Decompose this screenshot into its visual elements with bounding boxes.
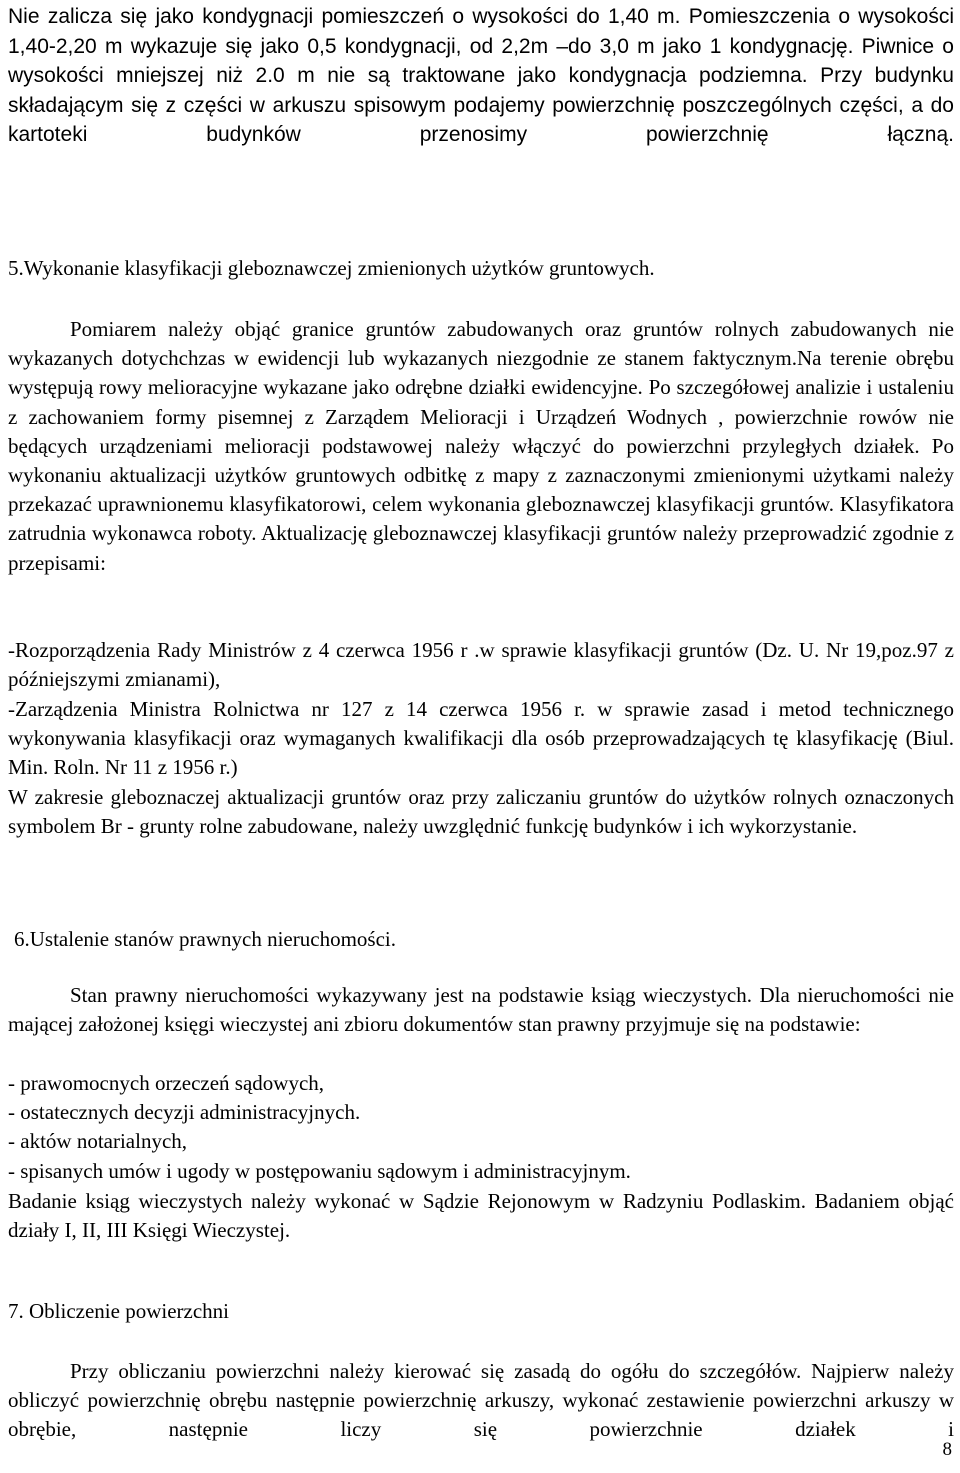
intro-text: Nie zalicza się jako kondygnacji pomieszczeń o wysokości do 1,40 m. Pomieszczenia o wysokości 1,40-2,20 m wykazuje się jako 0,5 kondygnacji, od 2,2m –do 3,0 m jako 1 kondygnację. Piwnice o wysokości mniejszej niż 2.0 m nie są traktowane jako kondygnacja podziemna. Przy budynku składającym się z części w arkuszu spisowym podajemy powierzchnię poszczególnych części, a do kartoteki budynków przenosimy powierzchnię łączną.: [8, 5, 954, 146]
page-number: 8: [942, 1439, 952, 1460]
intro-paragraph: [8, 2, 954, 150]
list-item: - ostatecznych decyzji administracyjnych.: [8, 1100, 361, 1125]
regulation-2: [8, 695, 954, 783]
section-7-text: Przy obliczaniu powierzchni należy kierować się zasadą do ogółu do szczegółów. Najpierw należy obliczyć powierzchnię obrębu następnie powierzchnię arkuszy, wykonać zestawienie powierzchni arkuszy w obrębie, następnie liczy się powierzchnie działek i: [8, 1359, 954, 1442]
section-6-text: Stan prawny nieruchomości wykazywany jest na podstawie ksiąg wieczystych. Dla nieruchomości nie mającej założonej księgi wieczystej ani zbioru dokumentów stan prawny przyjmuje się na podstawie:: [8, 983, 954, 1037]
section-6-paragraph-1: [8, 981, 954, 1039]
regulation-1: [8, 636, 954, 694]
section-5-text-2: W zakresie gleboznaczej aktualizacji gruntów oraz przy zaliczaniu gruntów do użytków rolnych oznaczonych symbolem Br - grunty rolne zabudowane, należy uwzględnić funkcję budynków i ich wykorzystanie.: [8, 785, 954, 839]
section-6-text-2: Badanie ksiąg wieczystych należy wykonać w Sądzie Rejonowym w Radzyniu Podlaskim. Badaniem objąć działy I, II, III Księgi Wieczystej.: [8, 1189, 954, 1243]
list-item: - spisanych umów i ugody w postępowaniu sądowym i administracyjnym.: [8, 1158, 631, 1183]
section-7-paragraph-1: [8, 1357, 954, 1445]
section-6-paragraph-2: [8, 1187, 954, 1245]
section-5-paragraph-2: [8, 783, 954, 841]
text-line: [8, 2, 954, 150]
regulation-1-text: -Rozporządzenia Rady Ministrów z 4 czerwca 1956 r .w sprawie klasyfikacji gruntów (Dz. U. Nr 19,poz.97 z późniejszymi zmianami),: [8, 638, 954, 692]
section-6-heading: 6.Ustalenie stanów prawnych nieruchomości.: [14, 927, 396, 951]
regulation-2-text: -Zarządzenia Ministra Rolnictwa nr 127 z 14 czerwca 1956 r. w sprawie zasad i metod technicznego wykonywania klasyfikacji oraz wymaganych kwalifikacji dla osób przeprowadzających tę klasyfikację (Biul. Min. Roln. Nr 11 z 1956 r.): [8, 697, 954, 780]
section-7-heading: 7. Obliczenie powierzchni: [8, 1299, 229, 1323]
section-5-text: Pomiarem należy objąć granice gruntów zabudowanych oraz gruntów rolnych zabudowanych nie wykazanych dotychchzas w ewidencji lub wykazanych niezgodnie ze stanem faktycznym.Na terenie obrębu występują rowy melioracyjne wykazane jako odrębne działki ewidencyjne. Po szczegółowej analizie i ustaleniu z zachowaniem formy pisemnej z Zarządem Melioracji i Urządzeń Wodnych , powierzchnie rowów nie będących urządzeniami melioracji podstawowej należy włączyć do powierzchni przyległych działek. Po wykonaniu aktualizacji użytków gruntowych odbitkę z mapy z zaznaczonymi zmienionymi użytkami należy przekazać uprawnionemu klasyfikatorowi, celem wykonania gleboznawczej klasyfikacji gruntów. Klasyfikatora zatrudnia wykonawca roboty. Aktualizację gleboznawczej klasyfikacji gruntów należy przeprowadzić zgodnie z przepisami:: [8, 317, 954, 575]
list-item: - aktów notarialnych,: [8, 1129, 188, 1154]
section-5-heading: 5.Wykonanie klasyfikacji gleboznawczej zmienionych użytków gruntowych.: [8, 256, 655, 280]
list-item: - prawomocnych orzeczeń sądowych,: [8, 1071, 325, 1095]
legal-basis-list: [8, 1069, 954, 1186]
section-5-paragraph-1: [8, 315, 954, 578]
